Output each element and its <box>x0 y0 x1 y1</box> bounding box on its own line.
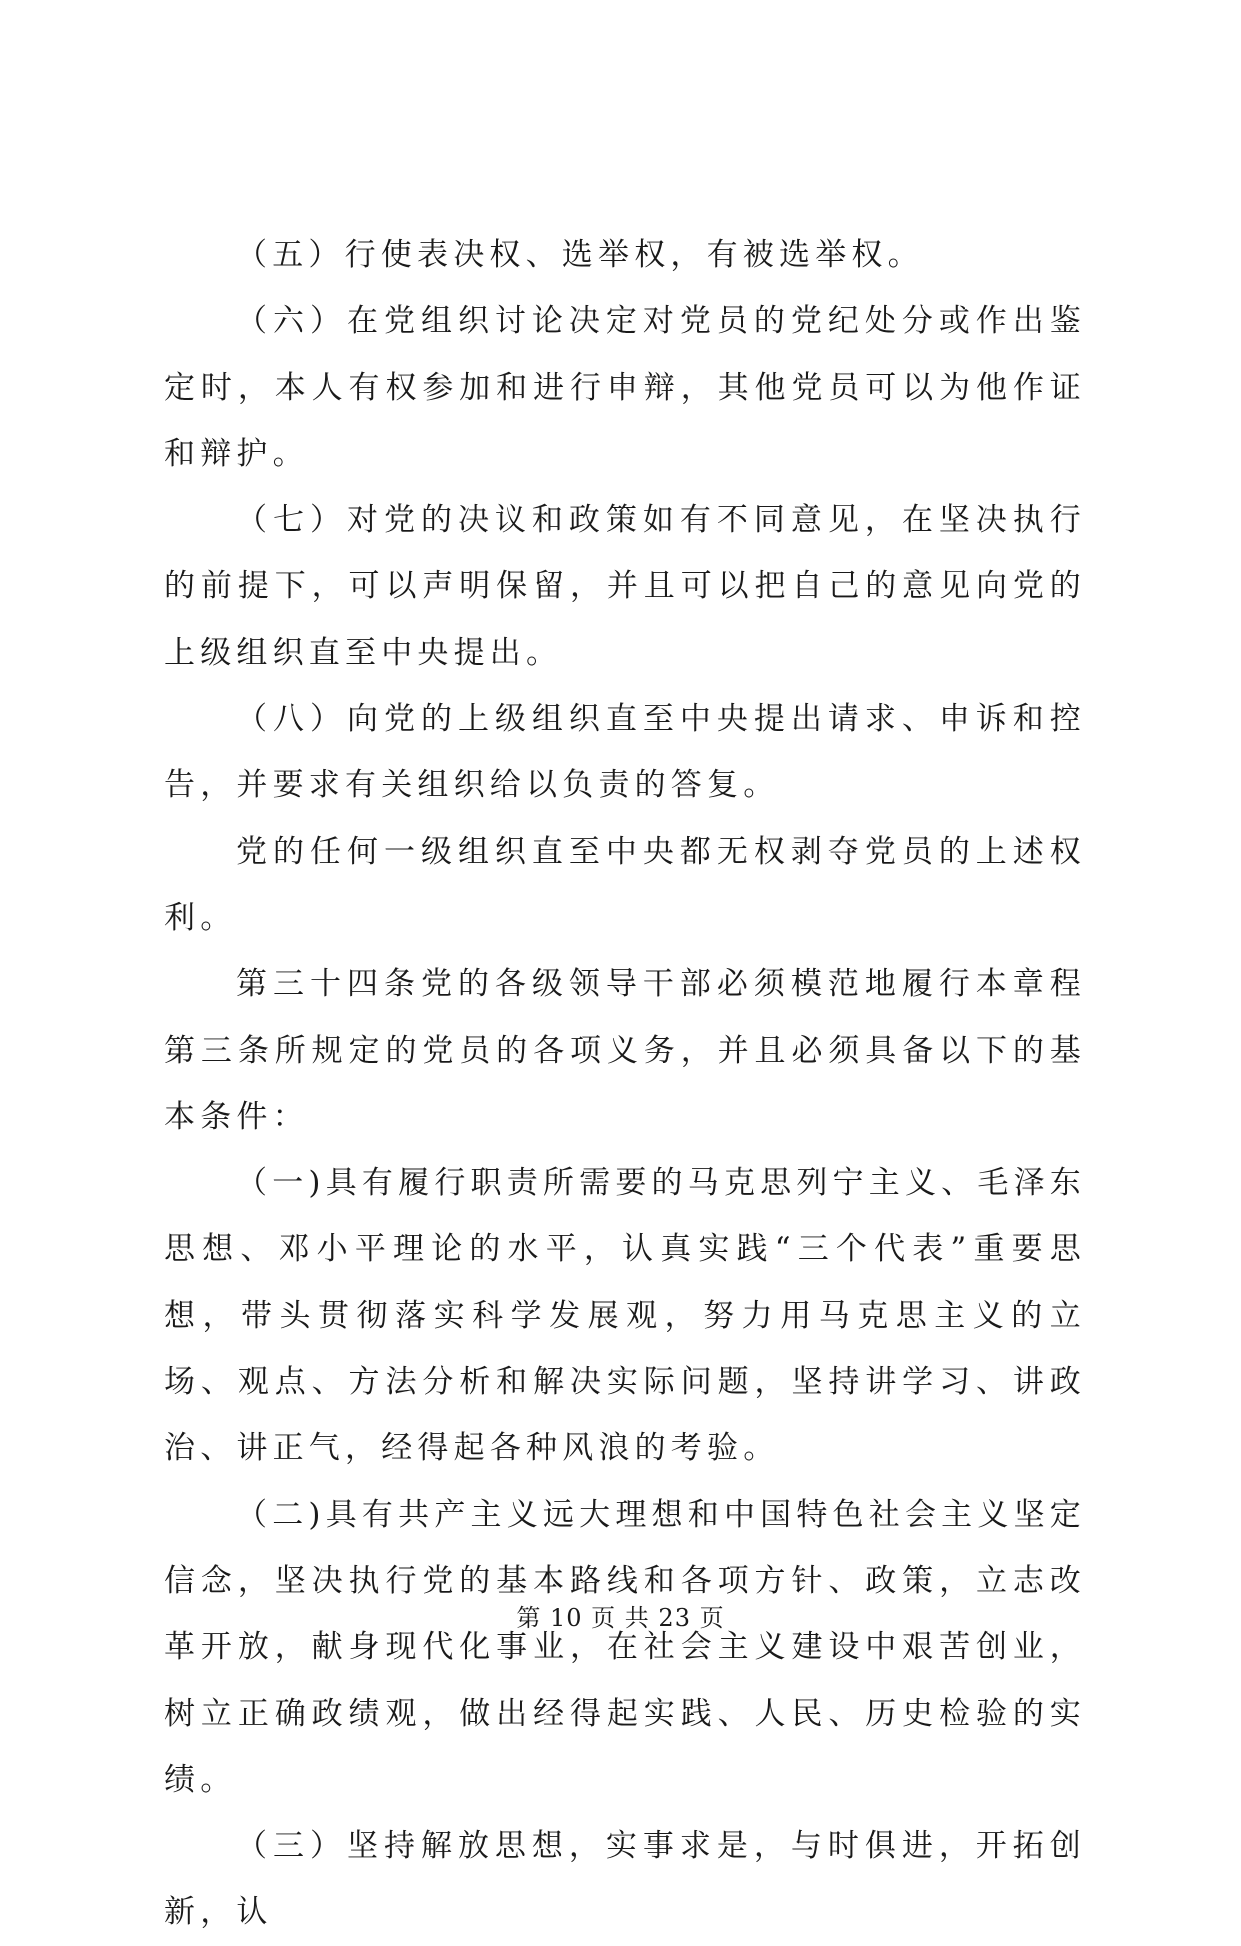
paragraph-rights-5: （五）行使表决权、选举权，有被选举权。 <box>236 237 924 273</box>
paragraph-article-34: 第三十四条党的各级领导干部必须模范地履行本章程第三条所规定的党员的各项义务，并且必须具备以下的基本条件： <box>164 966 1086 1135</box>
paragraph-rights-8: （八）向党的上级组织直至中央提出请求、申诉和控告，并要求有关组织给以负责的答复。 <box>164 701 1086 804</box>
paragraph-condition-3: （三）坚持解放思想，实事求是，与时俱进，开拓创新，认 <box>164 1828 1086 1931</box>
document-body <box>164 222 1086 1946</box>
paragraph-condition-1: （一)具有履行职责所需要的马克思列宁主义、毛泽东思想、邓小平理论的水平，认真实践“三个代表”重要思想，带头贯彻落实科学发展观，努力用马克思主义的立场、观点、方法分析和解决实际问题，坚持讲学习、讲政治、讲正气，经得起各种风浪的考验。 <box>164 1165 1086 1467</box>
paragraph-rights-7: （七）对党的决议和政策如有不同意见，在坚决执行的前提下，可以声明保留，并且可以把自己的意见向党的上级组织直至中央提出。 <box>164 502 1086 671</box>
paragraph-rights-6: （六）在党组织讨论决定对党员的党纪处分或作出鉴定时，本人有权参加和进行申辩，其他党员可以为他作证和辩护。 <box>164 303 1086 472</box>
paragraph-condition-2: （二)具有共产主义远大理想和中国特色社会主义坚定信念，坚决执行党的基本路线和各项方针、政策，立志改革开放，献身现代化事业，在社会主义建设中艰苦创业，树立正确政绩观，做出经得起实践、人民、历史检验的实绩。 <box>164 1496 1086 1798</box>
page-number-footer: 第 10 页 共 23 页 <box>516 1604 725 1632</box>
paragraph-rights-summary: 党的任何一级组织直至中央都无权剥夺党员的上述权利。 <box>164 833 1086 936</box>
